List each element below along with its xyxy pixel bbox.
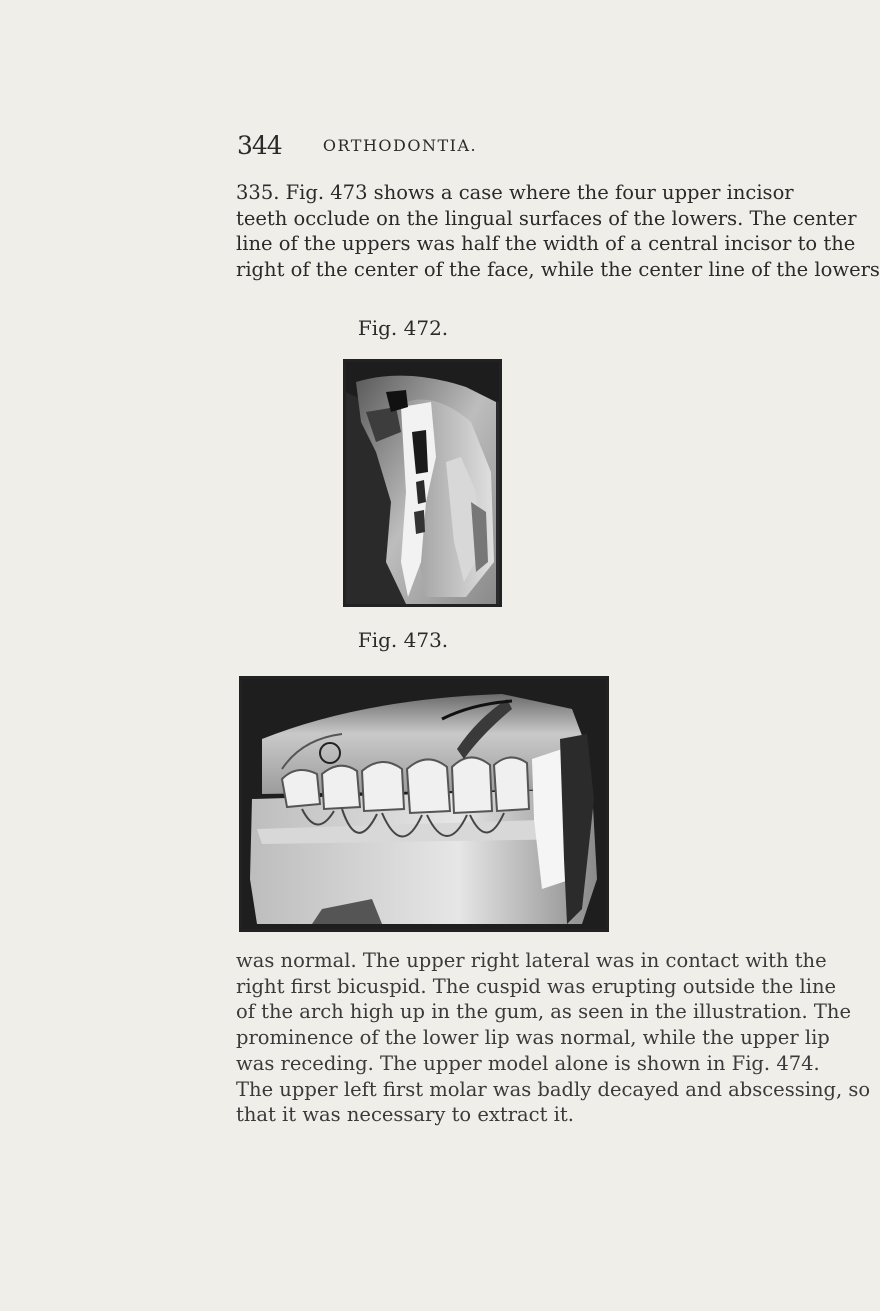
paragraph-335 [236, 180, 880, 283]
figure-473-photo [239, 676, 609, 932]
dental-model-front-view-image [242, 679, 606, 929]
figure-473-caption: Fig. 473. [357, 628, 449, 652]
text-line: teeth occlude on the lingual surfaces of the lowers. The center [236, 206, 857, 230]
text-line: line of the uppers was half the width of a central incisor to the [236, 232, 856, 256]
text-line: that it was necessary to extract it. [236, 1103, 574, 1127]
text-line: The upper left first molar was badly decayed and abscessing, so [236, 1077, 871, 1101]
text-line: was receding. The upper model alone is shown in Fig. 474. [236, 1051, 820, 1075]
text-line: was normal. The upper right lateral was in contact with the [236, 949, 827, 972]
page-header [0, 131, 800, 161]
running-head: ORTHODONTIA. [322, 136, 478, 155]
text-line: right first bicuspid. The cuspid was erupting outside the line [236, 974, 837, 998]
text-line: 335. Fig. 473 shows a case where the four upper incisor [236, 181, 794, 204]
text-line: right of the center of the face, while the center line of the lowers [236, 258, 880, 282]
text-line: prominence of the lower lip was normal, while the upper lip [236, 1026, 830, 1050]
dental-model-side-view-image [346, 362, 499, 604]
text-line: of the arch high up in the gum, as seen in the illustration. The [236, 1000, 851, 1024]
figure-472-caption: Fig. 472. [357, 316, 449, 340]
paragraph-continued [236, 948, 871, 1128]
figure-472-photo [343, 359, 502, 607]
page-number: 344 [237, 131, 282, 160]
